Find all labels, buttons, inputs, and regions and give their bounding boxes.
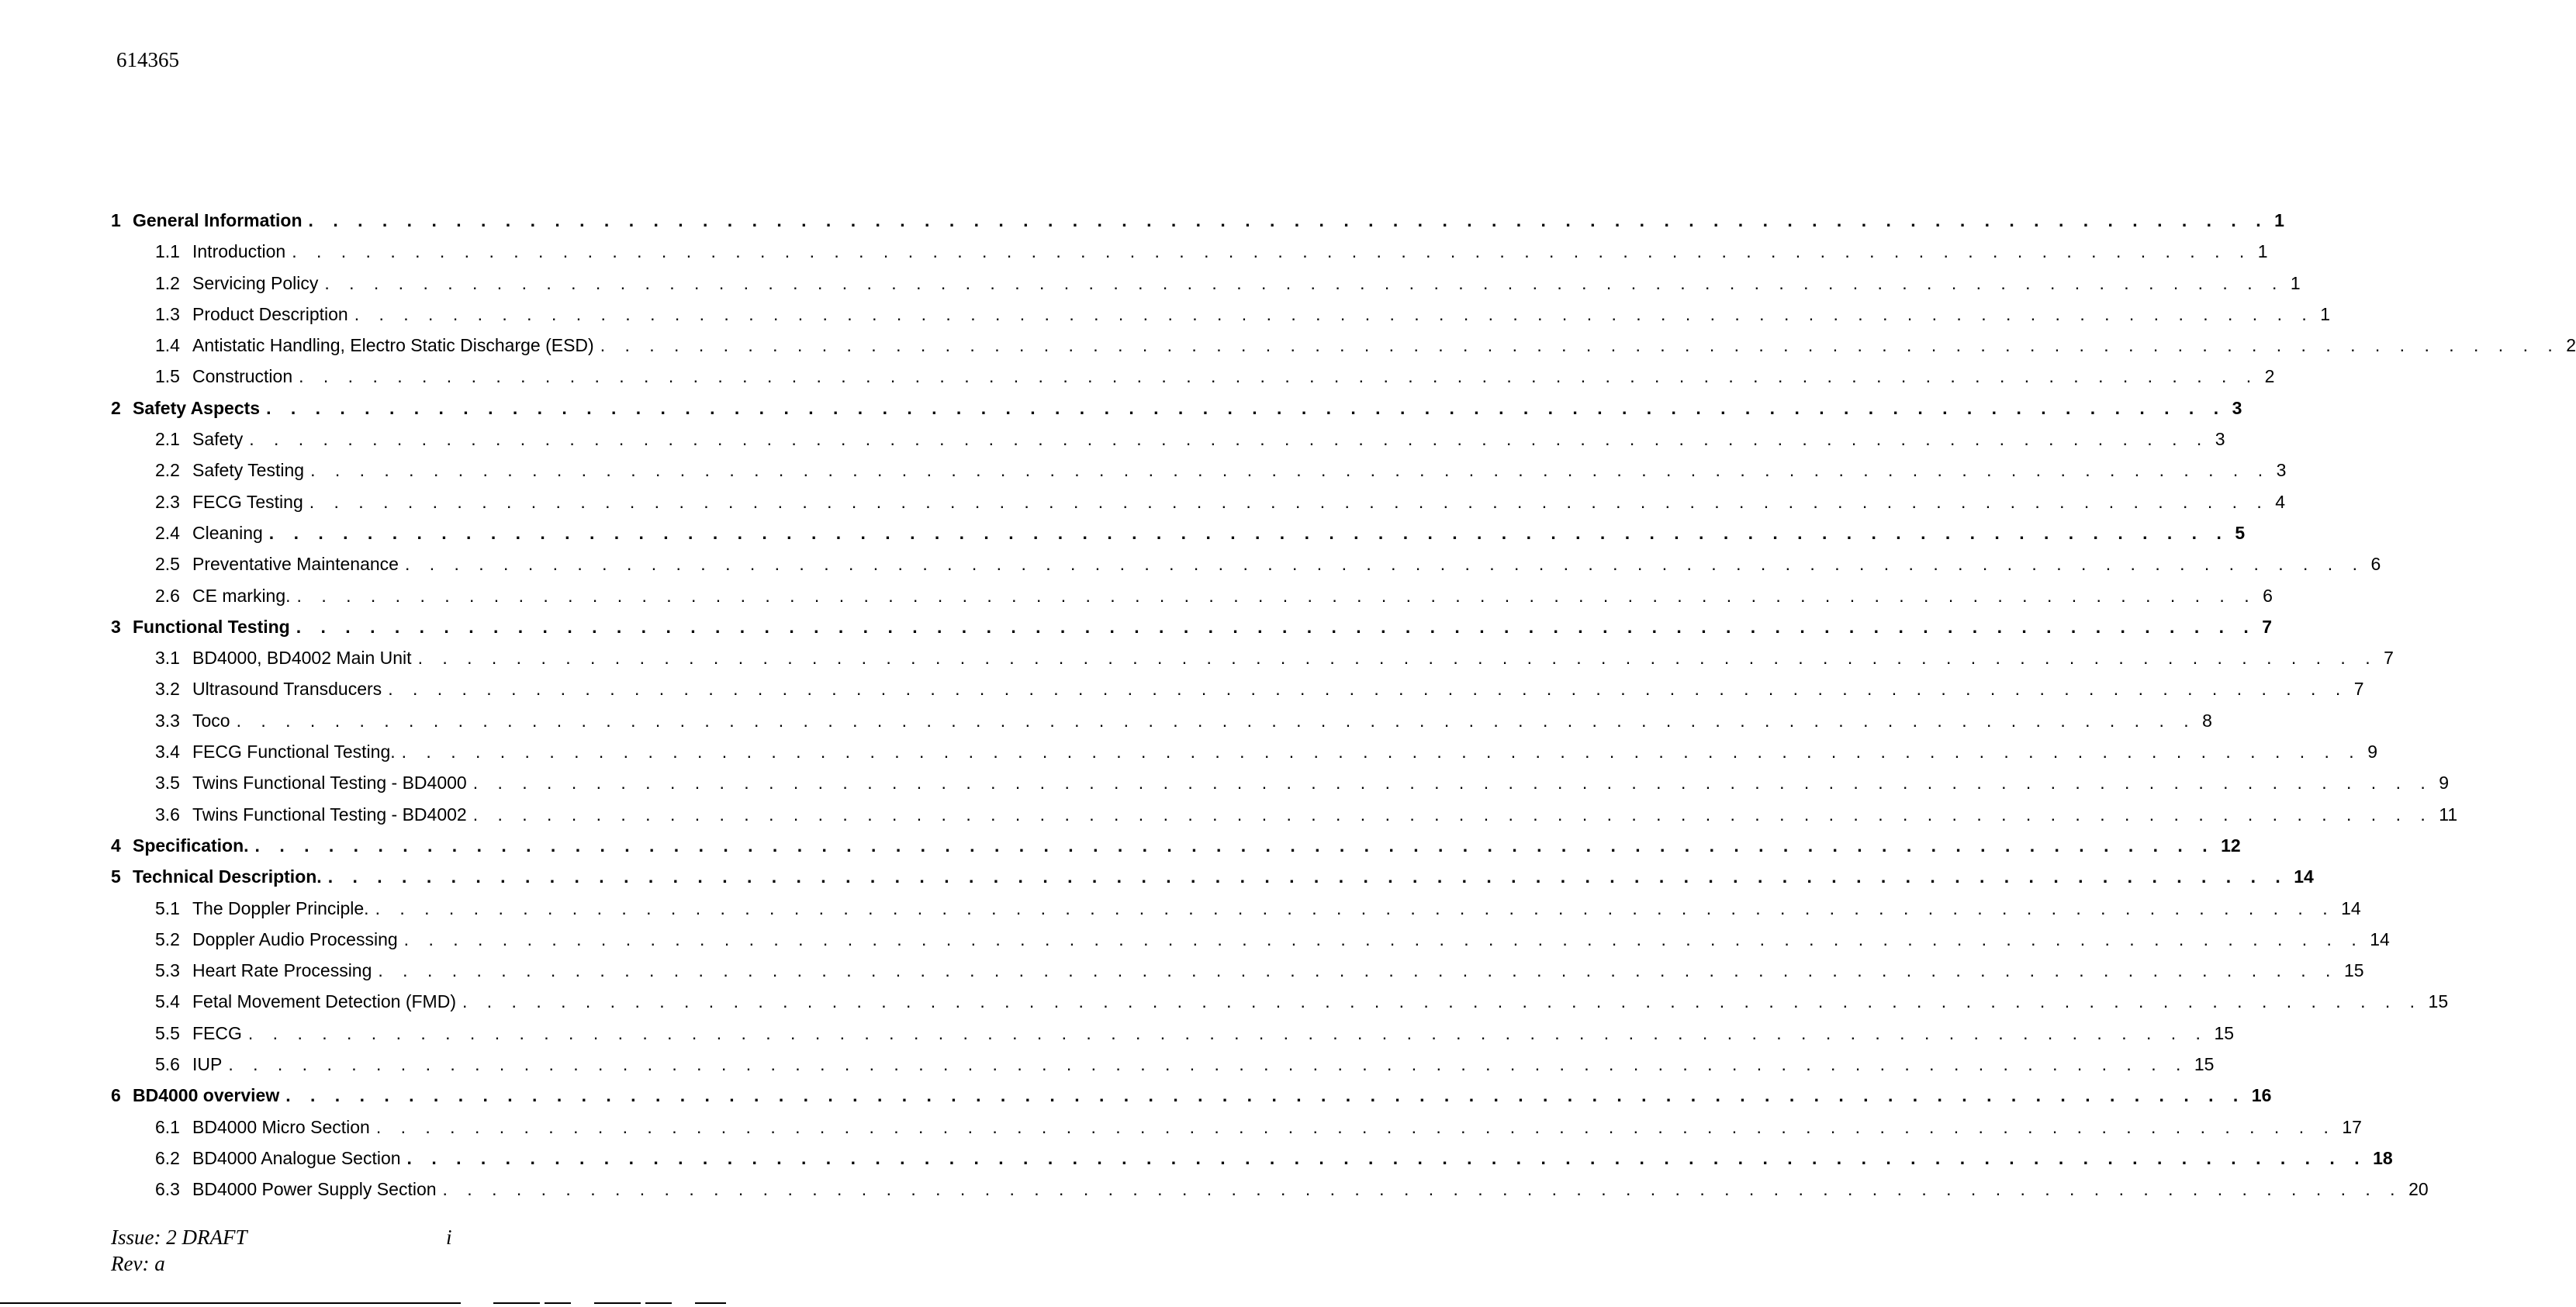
toc-entry-page: 1 bbox=[2274, 210, 2284, 230]
toc-entry[interactable] bbox=[111, 548, 2381, 579]
toc-dot-leader: . . . . . . . . . . . . . . . . . . . . . . . . . . . . . . . . . . . . . . . . . . . . . . . . . . . . . . . . . . . . . . . . . . . . . . . . . . . . . . . . bbox=[292, 241, 2252, 262]
toc-entry-title: CE marking. bbox=[192, 585, 291, 606]
toc-entry-page: 7 bbox=[2384, 648, 2394, 669]
toc-entry[interactable] bbox=[111, 799, 2458, 830]
toc-entry-title: Cleaning bbox=[192, 522, 263, 543]
footer-issue: Issue: 2 DRAFT bbox=[111, 1226, 247, 1249]
toc-entry[interactable] bbox=[111, 986, 2449, 1017]
toc-dot-leader: . . . . . . . . . . . . . . . . . . . . . . . . . . . . . . . . . . . . . . . . . . . . . . . . . . . . . . . . . . . . . . . . . . . . . . . . . . . . . . . . bbox=[600, 335, 2560, 356]
toc-entry-page: 8 bbox=[2202, 710, 2212, 731]
toc-dot-leader: . . . . . . . . . . . . . . . . . . . . . . . . . . . . . . . . . . . . . . . . . . . . . . . . . . . . . . . . . . . . . . . . . . . . . . . . . . . . . . . . bbox=[285, 1085, 2246, 1106]
toc-entry-title: Introduction bbox=[192, 241, 286, 262]
toc-entry-number: 6.1 bbox=[155, 1116, 180, 1137]
toc-entry-number: 3 bbox=[111, 616, 121, 637]
toc-entry-title: Construction bbox=[192, 366, 293, 387]
toc-entry-title: Safety Aspects bbox=[133, 397, 261, 418]
toc-entry[interactable] bbox=[111, 830, 2241, 861]
toc-entry[interactable] bbox=[111, 955, 2364, 986]
toc-entry[interactable] bbox=[111, 642, 2394, 673]
toc-dot-leader: . . . . . . . . . . . . . . . . . . . . . . . . . . . . . . . . . . . . . . . . . . . . . . . . . . . . . . . . . . . . . . . . . . . . . . . . . . . . . . . . bbox=[268, 522, 2229, 543]
toc-dot-leader: . . . . . . . . . . . . . . . . . . . . . . . . . . . . . . . . . . . . . . . . . . . . . . . . . . . . . . . . . . . . . . . . . . . . . . . . . . . . . . . . bbox=[404, 554, 2365, 575]
toc-entry-page: 14 bbox=[2294, 866, 2314, 887]
toc-entry-number: 4 bbox=[111, 835, 121, 856]
toc-entry-number: 5.6 bbox=[155, 1054, 180, 1075]
toc-entry-page: 3 bbox=[2215, 429, 2225, 450]
toc-entry-title: FECG bbox=[192, 1022, 242, 1043]
toc-entry[interactable] bbox=[111, 1080, 2272, 1111]
footer-rev: Rev: a bbox=[111, 1252, 165, 1275]
toc-entry-page: 5 bbox=[2235, 522, 2246, 543]
toc-entry-title: The Doppler Principle. bbox=[192, 897, 369, 918]
toc-entry-title: Heart Rate Processing bbox=[192, 960, 372, 981]
toc-entry-title: Twins Functional Testing - BD4002 bbox=[192, 804, 467, 825]
toc-dot-leader: . . . . . . . . . . . . . . . . . . . . . . . . . . . . . . . . . . . . . . . . . . . . . . . . . . . . . . . . . . . . . . . . . . . . . . . . . . . . . . . . bbox=[462, 991, 2422, 1012]
toc-dot-leader: . . . . . . . . . . . . . . . . . . . . . . . . . . . . . . . . . . . . . . . . . . . . . . . . . . . . . . . . . . . . . . . . . . . . . . . . . . . . . . . . bbox=[296, 616, 2256, 637]
toc-dot-leader: . . . . . . . . . . . . . . . . . . . . . . . . . . . . . . . . . . . . . . . . . . . . . . . . . . . . . . . . . . . . . . . . . . . . . . . . . . . . . . . . bbox=[310, 460, 2270, 481]
toc-dot-leader: . . . . . . . . . . . . . . . . . . . . . . . . . . . . . . . . . . . . . . . . . . . . . . . . . . . . . . . . . . . . . . . . . . . . . . . . . . . . . . . . bbox=[388, 679, 2348, 700]
toc-entry-number: 1.4 bbox=[155, 335, 180, 356]
toc-entry-title: Specification. bbox=[133, 835, 249, 856]
toc-entry-number: 3.2 bbox=[155, 679, 180, 700]
toc-entry-page: 3 bbox=[2276, 460, 2287, 481]
toc-dot-leader: . . . . . . . . . . . . . . . . . . . . . . . . . . . . . . . . . . . . . . . . . . . . . . . . . . . . . . . . . . . . . . . . . . . . . . . . . . . . . . . . bbox=[378, 960, 2338, 981]
toc-dot-leader: . . . . . . . . . . . . . . . . . . . . . . . . . . . . . . . . . . . . . . . . . . . . . . . . . . . . . . . . . . . . . . . . . . . . . . . . . . . . . . . . bbox=[254, 835, 2215, 856]
toc-dot-leader: . . . . . . . . . . . . . . . . . . . . . . . . . . . . . . . . . . . . . . . . . . . . . . . . . . . . . . . . . . . . . . . . . . . . . . . . . . . . . . . . bbox=[375, 1116, 2336, 1137]
toc-dot-leader: . . . . . . . . . . . . . . . . . . . . . . . . . . . . . . . . . . . . . . . . . . . . . . . . . . . . . . . . . . . . . . . . . . . . . . . . . . . . . . . . bbox=[354, 303, 2315, 324]
toc-entry-number: 1 bbox=[111, 210, 121, 230]
toc-entry-number: 3.1 bbox=[155, 648, 180, 669]
toc-entry-number: 5.4 bbox=[155, 991, 180, 1012]
toc-dot-leader: . . . . . . . . . . . . . . . . . . . . . . . . . . . . . . . . . . . . . . . . . . . . . . . . . . . . . . . . . . . . . . . . . . . . . . . . . . . . . . . . bbox=[472, 804, 2433, 825]
toc-entry-title: BD4000 Analogue Section bbox=[192, 1147, 401, 1168]
toc-entry-title: Twins Functional Testing - BD4000 bbox=[192, 773, 467, 794]
toc-entry[interactable] bbox=[111, 767, 2450, 798]
toc-entry-page: 14 bbox=[2341, 897, 2361, 918]
toc-entry-number: 3.4 bbox=[155, 742, 180, 762]
toc-entry[interactable] bbox=[111, 1018, 2235, 1049]
toc-entry[interactable] bbox=[111, 924, 2390, 955]
toc-dot-leader: . . . . . . . . . . . . . . . . . . . . . . . . . . . . . . . . . . . . . . . . . . . . . . . . . . . . . . . . . . . . . . . . . . . . . . . . . . . . . . . . bbox=[401, 742, 2362, 762]
toc-entry-page: 1 bbox=[2290, 272, 2301, 293]
toc-dot-leader: . . . . . . . . . . . . . . . . . . . . . . . . . . . . . . . . . . . . . . . . . . . . . . . . . . . . . . . . . . . . . . . . . . . . . . . . . . . . . . . . bbox=[442, 1179, 2403, 1200]
toc-entry-number: 6.3 bbox=[155, 1179, 180, 1200]
toc-entry-title: Fetal Movement Detection (FMD) bbox=[192, 991, 456, 1012]
toc-entry-number: 3.3 bbox=[155, 710, 180, 731]
toc-dot-leader: . . . . . . . . . . . . . . . . . . . . . . . . . . . . . . . . . . . . . . . . . . . . . . . . . . . . . . . . . . . . . . . . . . . . . . . . . . . . . . . . bbox=[417, 648, 2378, 669]
toc-dot-leader: . . . . . . . . . . . . . . . . . . . . . . . . . . . . . . . . . . . . . . . . . . . . . . . . . . . . . . . . . . . . . . . . . . . . . . . . . . . . . . . . bbox=[249, 429, 2209, 450]
doc-number: 614365 bbox=[116, 48, 179, 71]
toc-dot-leader: . . . . . . . . . . . . . . . . . . . . . . . . . . . . . . . . . . . . . . . . . . . . . . . . . . . . . . . . . . . . . . . . . . . . . . . . . . . . . . . . bbox=[247, 1022, 2208, 1043]
toc-entry[interactable] bbox=[111, 673, 2364, 704]
toc-dot-leader: . . . . . . . . . . . . . . . . . . . . . . . . . . . . . . . . . . . . . . . . . . . . . . . . . . . . . . . . . . . . . . . . . . . . . . . . . . . . . . . . bbox=[403, 928, 2364, 949]
toc-dot-leader: . . . . . . . . . . . . . . . . . . . . . . . . . . . . . . . . . . . . . . . . . . . . . . . . . . . . . . . . . . . . . . . . . . . . . . . . . . . . . . . . bbox=[236, 710, 2197, 731]
toc-entry-page: 6 bbox=[2370, 554, 2381, 575]
toc-entry-page: 7 bbox=[2262, 616, 2273, 637]
toc-entry-number: 6 bbox=[111, 1085, 121, 1106]
toc-entry-title: Preventative Maintenance bbox=[192, 554, 399, 575]
toc-entry-title: Safety bbox=[192, 429, 244, 450]
toc-entry-page: 3 bbox=[2232, 397, 2242, 418]
toc-entry[interactable] bbox=[111, 268, 2301, 299]
toc-entry[interactable] bbox=[111, 361, 2275, 392]
toc-entry-page: 2 bbox=[2264, 366, 2275, 387]
toc-dot-leader: . . . . . . . . . . . . . . . . . . . . . . . . . . . . . . . . . . . . . . . . . . . . . . . . . . . . . . . . . . . . . . . . . . . . . . . . . . . . . . . . bbox=[309, 491, 2270, 512]
toc-entry-title: FECG Testing bbox=[192, 491, 303, 512]
toc-dot-leader: . . . . . . . . . . . . . . . . . . . . . . . . . . . . . . . . . . . . . . . . . . . . . . . . . . . . . . . . . . . . . . . . . . . . . . . . . . . . . . . . bbox=[266, 397, 2226, 418]
toc-entry-number: 5 bbox=[111, 866, 121, 887]
toc-entry-number: 2 bbox=[111, 397, 121, 418]
toc-entry[interactable] bbox=[111, 392, 2242, 424]
toc-entry-title: Servicing Policy bbox=[192, 272, 319, 293]
toc-entry-title: BD4000 Micro Section bbox=[192, 1116, 370, 1137]
footer-page-number: i bbox=[446, 1226, 452, 1249]
toc-entry-title: Functional Testing bbox=[133, 616, 290, 637]
toc-entry-title: IUP bbox=[192, 1054, 223, 1075]
toc-dot-leader: . . . . . . . . . . . . . . . . . . . . . . . . . . . . . . . . . . . . . . . . . . . . . . . . . . . . . . . . . . . . . . . . . . . . . . . . . . . . . . . . bbox=[406, 1147, 2367, 1168]
toc-entry-page: 14 bbox=[2370, 928, 2390, 949]
toc-entry-number: 5.1 bbox=[155, 897, 180, 918]
toc-dot-leader: . . . . . . . . . . . . . . . . . . . . . . . . . . . . . . . . . . . . . . . . . . . . . . . . . . . . . . . . . . . . . . . . . . . . . . . . . . . . . . . . bbox=[296, 585, 2257, 606]
table-of-contents bbox=[111, 205, 2576, 1205]
toc-entry-page: 4 bbox=[2275, 491, 2286, 512]
toc-entry-number: 5.2 bbox=[155, 928, 180, 949]
toc-entry-page: 16 bbox=[2251, 1085, 2272, 1106]
toc-entry-page: 1 bbox=[2320, 303, 2331, 324]
toc-entry-number: 1.3 bbox=[155, 303, 180, 324]
toc-entry[interactable] bbox=[111, 486, 2286, 517]
toc-dot-leader: . . . . . . . . . . . . . . . . . . . . . . . . . . . . . . . . . . . . . . . . . . . . . . . . . . . . . . . . . . . . . . . . . . . . . . . . . . . . . . . . bbox=[299, 366, 2259, 387]
bottom-scan-marks bbox=[493, 1302, 726, 1304]
toc-entry[interactable] bbox=[111, 861, 2314, 892]
toc-entry-number: 6.2 bbox=[155, 1147, 180, 1168]
toc-entry[interactable] bbox=[111, 611, 2273, 642]
toc-entry-title: FECG Functional Testing. bbox=[192, 742, 396, 762]
toc-entry-title: Toco bbox=[192, 710, 230, 731]
toc-entry-page: 18 bbox=[2373, 1147, 2393, 1168]
toc-entry[interactable] bbox=[111, 1143, 2393, 1174]
toc-entry[interactable] bbox=[111, 705, 2212, 736]
toc-entry-number: 1.5 bbox=[155, 366, 180, 387]
toc-entry-number: 2.5 bbox=[155, 554, 180, 575]
toc-dot-leader: . . . . . . . . . . . . . . . . . . . . . . . . . . . . . . . . . . . . . . . . . . . . . . . . . . . . . . . . . . . . . . . . . . . . . . . . . . . . . . . . bbox=[472, 773, 2433, 794]
toc-entry-number: 3.5 bbox=[155, 773, 180, 794]
toc-entry[interactable] bbox=[111, 299, 2331, 330]
toc-entry-title: General Information bbox=[133, 210, 303, 230]
toc-entry-number: 5.3 bbox=[155, 960, 180, 981]
toc-entry-title: Antistatic Handling, Electro Static Discharge (ESD) bbox=[192, 335, 594, 356]
toc-entry[interactable] bbox=[111, 580, 2273, 611]
toc-entry[interactable] bbox=[111, 330, 2576, 361]
toc-entry-title: Product Description bbox=[192, 303, 348, 324]
toc-entry[interactable] bbox=[111, 517, 2246, 548]
toc-dot-leader: . . . . . . . . . . . . . . . . . . . . . . . . . . . . . . . . . . . . . . . . . . . . . . . . . . . . . . . . . . . . . . . . . . . . . . . . . . . . . . . . bbox=[327, 866, 2288, 887]
toc-entry-page: 20 bbox=[2408, 1179, 2429, 1200]
toc-entry[interactable] bbox=[111, 1112, 2362, 1143]
toc-entry-title: Doppler Audio Processing bbox=[192, 928, 398, 949]
toc-entry-page: 17 bbox=[2342, 1116, 2362, 1137]
toc-entry[interactable] bbox=[111, 736, 2377, 767]
bottom-rule bbox=[0, 1302, 461, 1304]
toc-entry-number: 1.2 bbox=[155, 272, 180, 293]
toc-entry-page: 15 bbox=[2428, 991, 2449, 1012]
toc-entry[interactable] bbox=[111, 455, 2287, 486]
toc-entry-title: Technical Description. bbox=[133, 866, 322, 887]
toc-entry-number: 5.5 bbox=[155, 1022, 180, 1043]
toc-entry-title: BD4000, BD4002 Main Unit bbox=[192, 648, 412, 669]
toc-entry-number: 2.1 bbox=[155, 429, 180, 450]
toc-dot-leader: . . . . . . . . . . . . . . . . . . . . . . . . . . . . . . . . . . . . . . . . . . . . . . . . . . . . . . . . . . . . . . . . . . . . . . . . . . . . . . . . bbox=[375, 897, 2336, 918]
toc-entry-page: 15 bbox=[2194, 1054, 2215, 1075]
toc-entry-page: 15 bbox=[2214, 1022, 2235, 1043]
toc-entry-title: Ultrasound Transducers bbox=[192, 679, 382, 700]
toc-entry-number: 3.6 bbox=[155, 804, 180, 825]
toc-entry[interactable] bbox=[111, 205, 2284, 236]
toc-entry-number: 2.2 bbox=[155, 460, 180, 481]
toc-entry[interactable] bbox=[111, 424, 2225, 455]
toc-entry-number: 1.1 bbox=[155, 241, 180, 262]
toc-entry-page: 9 bbox=[2367, 742, 2377, 762]
toc-entry-title: BD4000 overview bbox=[133, 1085, 280, 1106]
toc-entry-page: 6 bbox=[2263, 585, 2273, 606]
toc-entry-page: 7 bbox=[2353, 679, 2364, 700]
toc-entry-number: 2.6 bbox=[155, 585, 180, 606]
toc-entry-title: Safety Testing bbox=[192, 460, 305, 481]
toc-entry-page: 9 bbox=[2439, 773, 2450, 794]
toc-entry[interactable] bbox=[111, 1049, 2215, 1080]
toc-entry[interactable] bbox=[111, 236, 2268, 267]
toc-entry-page: 2 bbox=[2566, 335, 2576, 356]
toc-entry[interactable] bbox=[111, 893, 2361, 924]
toc-entry-page: 11 bbox=[2439, 804, 2458, 825]
toc-entry-page: 12 bbox=[2221, 835, 2241, 856]
toc-dot-leader: . . . . . . . . . . . . . . . . . . . . . . . . . . . . . . . . . . . . . . . . . . . . . . . . . . . . . . . . . . . . . . . . . . . . . . . . . . . . . . . . bbox=[308, 210, 2269, 230]
toc-entry-number: 2.3 bbox=[155, 491, 180, 512]
toc-dot-leader: . . . . . . . . . . . . . . . . . . . . . . . . . . . . . . . . . . . . . . . . . . . . . . . . . . . . . . . . . . . . . . . . . . . . . . . . . . . . . . . . bbox=[228, 1054, 2188, 1075]
toc-entry-number: 2.4 bbox=[155, 522, 180, 543]
toc-entry-page: 15 bbox=[2343, 960, 2364, 981]
toc-entry-title: BD4000 Power Supply Section bbox=[192, 1179, 437, 1200]
toc-entry-page: 1 bbox=[2257, 241, 2268, 262]
toc-entry[interactable] bbox=[111, 1174, 2429, 1205]
toc-dot-leader: . . . . . . . . . . . . . . . . . . . . . . . . . . . . . . . . . . . . . . . . . . . . . . . . . . . . . . . . . . . . . . . . . . . . . . . . . . . . . . . . bbox=[324, 272, 2284, 293]
